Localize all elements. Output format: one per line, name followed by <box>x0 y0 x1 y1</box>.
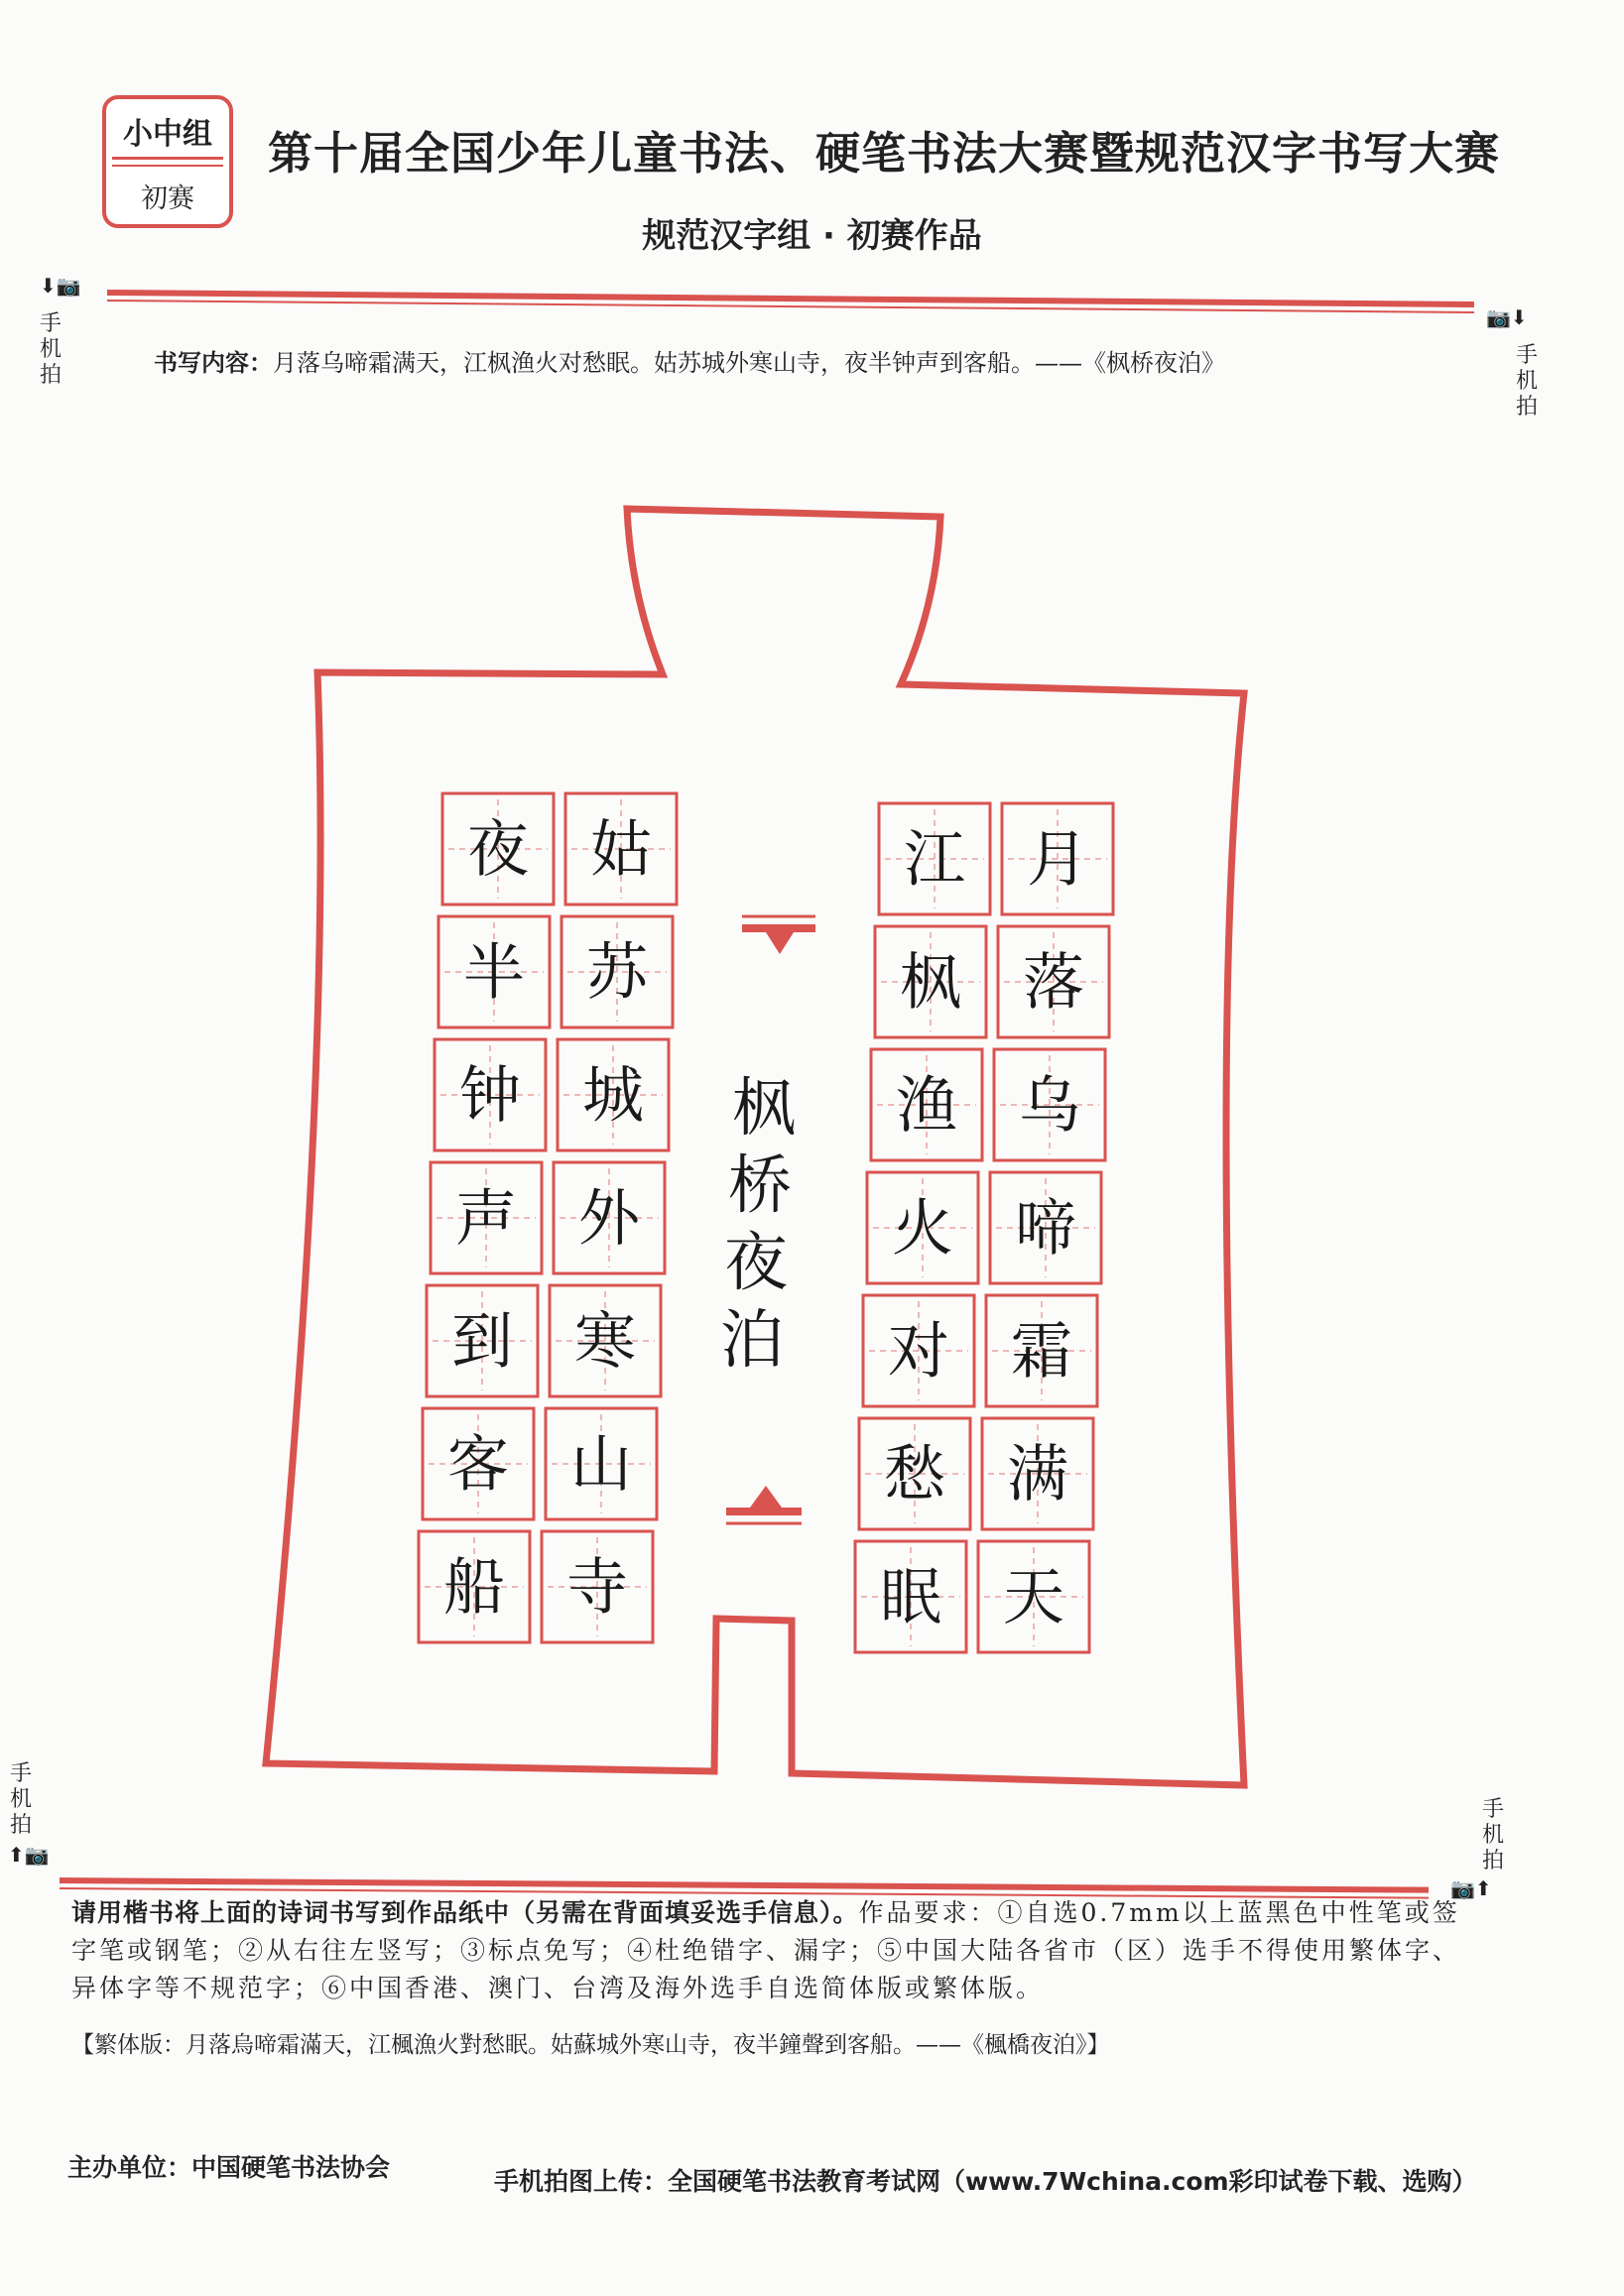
grid-cell <box>558 1039 669 1150</box>
corner-marker-bottom-left <box>8 1843 50 1867</box>
organizer: 主办单位：中国硬笔书法协会 <box>67 2153 391 2182</box>
traditional-version: 【繁体版：月落烏啼霜滿天，江楓漁火對愁眠。姑蘇城外寒山寺，夜半鐘聲到客船。——《楓橋夜泊》】 <box>71 2032 1110 2058</box>
poem-character: 乌 <box>1018 1068 1081 1142</box>
poem-character: 外 <box>577 1181 641 1255</box>
poem-character: 寒 <box>573 1304 637 1378</box>
writing-content-text: 月落乌啼霜满天，江枫渔火对愁眠。姑苏城外寒山寺，夜半钟声到客船。——《枫桥夜泊》 <box>273 349 1225 377</box>
writing-content-label: 书写内容： <box>154 349 273 377</box>
grid-cell <box>879 803 990 914</box>
grid-cell <box>871 1049 982 1160</box>
poem-character: 霜 <box>1010 1314 1073 1388</box>
poem-character: 月 <box>1026 822 1089 896</box>
vase-frame <box>266 509 1244 1785</box>
grid-cell <box>986 1295 1097 1406</box>
grid-cell <box>994 1049 1105 1160</box>
poem-character: 火 <box>891 1191 954 1265</box>
grid-cell <box>554 1162 665 1273</box>
poem-character: 半 <box>462 935 526 1009</box>
grid-cell <box>423 1408 534 1519</box>
grid-cell <box>978 1541 1089 1652</box>
poem-character: 城 <box>581 1058 645 1132</box>
poem-character: 对 <box>887 1314 950 1388</box>
stage-label: 初赛 <box>141 183 194 214</box>
grid-cell <box>990 1172 1101 1283</box>
grid-cell <box>562 916 673 1027</box>
poem-character: 声 <box>454 1181 518 1255</box>
grid-cell <box>431 1162 542 1273</box>
instructions-lead: 请用楷书将上面的诗词书写到作品纸中（另需在背面填妥选手信息）。 <box>71 1898 859 1927</box>
side-label-top-right: 手机拍 <box>1515 343 1538 420</box>
poem-character: 寺 <box>565 1550 629 1624</box>
arrow-up-icon: ⬆ <box>8 1843 25 1867</box>
grid-cell <box>982 1418 1093 1529</box>
grid-cell <box>427 1285 538 1396</box>
poem-character: 客 <box>446 1427 510 1501</box>
poem-title-character: 桥 <box>728 1149 792 1223</box>
camera-icon: 📷 <box>1450 1876 1475 1900</box>
grid-cell <box>442 793 554 905</box>
camera-icon: 📷 <box>56 274 81 298</box>
group-label: 小中组 <box>123 117 212 152</box>
poem-character: 山 <box>569 1427 633 1501</box>
grid-cell <box>875 926 986 1037</box>
arrow-down-icon: ⬇ <box>1510 305 1528 329</box>
poem-title-character: 泊 <box>720 1304 784 1378</box>
poem-character: 钟 <box>458 1058 522 1132</box>
poem-character: 渔 <box>895 1068 958 1142</box>
camera-icon: 📷 <box>24 1843 50 1867</box>
poem-character: 眠 <box>879 1560 942 1633</box>
grid-cell <box>546 1408 657 1519</box>
grid-cell <box>859 1418 970 1529</box>
page-subtitle: 规范汉字组 · 初赛作品 <box>642 216 982 256</box>
divider-ornament-bottom <box>726 1486 802 1515</box>
arrow-down-icon: ⬇ <box>40 274 57 298</box>
poem-character: 姑 <box>589 812 653 886</box>
poem-character: 江 <box>903 822 966 896</box>
arrow-up-icon: ⬆ <box>1474 1876 1492 1900</box>
poem-character: 啼 <box>1014 1191 1077 1265</box>
upload-info: 手机拍图上传：全国硬笔书法教育考试网（www.7Wchina.com彩印试卷下载、选购） <box>494 2167 1477 2196</box>
poem-character: 夜 <box>466 812 530 886</box>
poem-character: 到 <box>450 1304 514 1378</box>
poem-character: 愁 <box>883 1437 946 1511</box>
grid-cell <box>867 1172 978 1283</box>
instructions <box>71 1894 1460 2007</box>
poem-character: 苏 <box>585 935 649 1009</box>
grid-cell <box>438 916 550 1027</box>
divider-ornament-top <box>742 924 815 954</box>
poem-character: 落 <box>1022 945 1085 1019</box>
poem-character: 船 <box>442 1550 506 1624</box>
side-label-top-left: 手机拍 <box>39 311 62 388</box>
side-label-bottom-right: 手机拍 <box>1481 1797 1504 1873</box>
poem-title-vertical <box>720 1072 796 1378</box>
grid-cell <box>863 1295 974 1406</box>
poem-character: 天 <box>1002 1560 1065 1633</box>
grid-cell <box>435 1039 546 1150</box>
side-label-bottom-left: 手机拍 <box>9 1761 32 1838</box>
instructions-body: 作品要求：①自选0.7mm以上蓝黑色中性笔或签字笔或钢笔；②从右往左竖写；③标点免写；④杜绝错字、漏字；⑤中国大陆各省市（区）选手不得使用繁体字、异体字等不规范字；⑥中国香港、澳门、台湾及海外选手自选简体版或繁体版。 <box>71 1898 1461 2002</box>
grid-cell <box>1002 803 1113 914</box>
poem-character: 枫 <box>899 945 962 1019</box>
grid-cell <box>550 1285 661 1396</box>
camera-icon: 📷 <box>1486 305 1511 329</box>
grid-cell <box>998 926 1109 1037</box>
poem-title-character: 枫 <box>732 1072 796 1146</box>
grid-cell <box>565 793 677 905</box>
grid-cell <box>419 1531 530 1642</box>
poem-title-character: 夜 <box>724 1227 788 1300</box>
poem-character: 满 <box>1006 1437 1069 1511</box>
grid-cell <box>855 1541 966 1652</box>
page-title: 第十届全国少年儿童书法、硬笔书法大赛暨规范汉字书写大赛 <box>268 127 1501 180</box>
grid-cell <box>542 1531 653 1642</box>
